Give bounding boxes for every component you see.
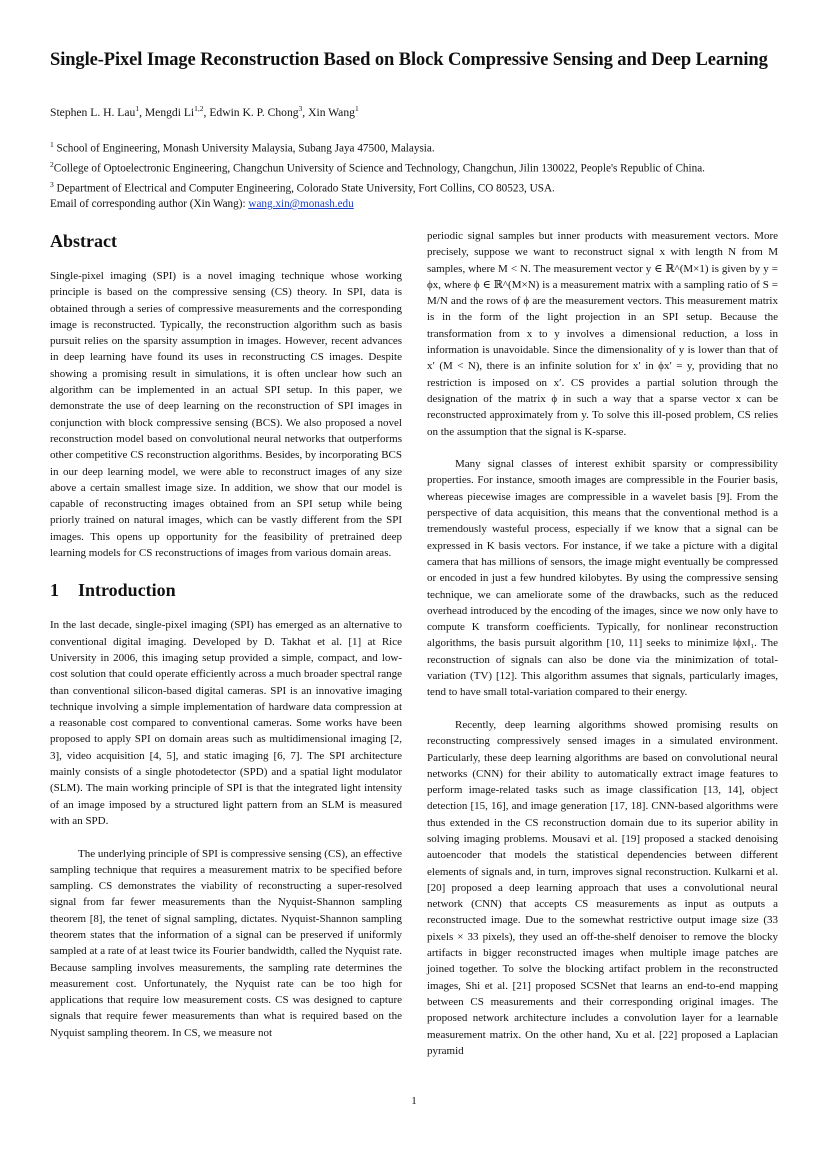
author: Stephen L. H. Lau: [50, 105, 136, 119]
page-number: 1: [411, 1095, 417, 1107]
affiliation-text: School of Engineering, Monash University Malaysia, Subang Jaya 47500, Malaysia.: [56, 142, 435, 155]
affiliation-mark: 3: [50, 180, 54, 190]
intro-paragraph-1: In the last decade, single-pixel imaging (SPI) has emerged as an alternative to conventional digital imaging. Developed by D. Takhat et al. [1] at Rice University in 2006, this imaging setup provided a simple, compact, and low-cost solution that could operate efficiently across a much broader spectral range than conventional silicon-based digital cameras. SPI is an innovative imaging technique involving a simple implementation of hardware data compression at a reasonable cost compared to conventional cameras. Some works have been proposed to apply SPI on domain areas such as multidimensional imaging [2, 3], video acquisition [4, 5], and static imaging [6, 7]. The SPI architecture mainly consists of a single photodetector (SPD) and a spatial light modulator (SLM). The main working principle of SPI is that the integrated light intensity of an image imposed by a structured light pattern from an SLM is measured with an SPD.: [50, 619, 402, 827]
section-title: Introduction: [78, 580, 176, 601]
author-list: Stephen L. H. Lau$^1$, Mengdi Li$^{1,2}$, Edwin K. P. Chong$^3$, Xin Wang$^1$: [50, 104, 359, 119]
affiliation-text: College of Optoelectronic Engineering, Changchun University of Science and Technology, Changchun, Jilin 130022, People's Republic of China.: [53, 162, 705, 175]
section-number: 1: [50, 580, 59, 601]
affiliation-mark: 2: [50, 160, 54, 170]
body-paragraph-2: Many signal classes of interest exhibit sparsity or compressibility properties. For instance, smooth images are compressible in the Fourier basis, whereas piecewise images are compressible in a wavelet basis [9]. From the perspective of data acquisition, this means that the conventional method is a tremendously wasteful process, especially if we know that a signal can be expressed in K basis vectors. For instance, if we take a picture with a digital camera that has millions of sensors, the image might eventually be compressed or encoded in just a few hundred kilobytes. By using the compressive sensing technique, we can ameliorate some of the drawbacks, such as the reduced overhead introduced by the encoding of the images, since we now only have to compute K transform coefficients. Typically, for nonlinear reconstruction algorithms, the basis pursuit algorithm [10, 11] seeks to minimize ‖ϕx‖₁. The reconstruction of signals can also be done via the minimization of total-variation (TV) [12]. This algorithm assumes that signals, particularly images, tend to have small total-variation compared to their energy.: [427, 458, 778, 699]
left-column: [50, 230, 402, 1041]
affiliation-mark: 1: [50, 140, 54, 149]
affiliation-list: [50, 137, 705, 197]
abstract-text: Single-pixel imaging (SPI) is a novel imaging technique whose working principle is based on the compressive sensing (CS) theory. In SPI, data is obtained through a series of compressive measurements and the corresponding image is reconstructed. Typically, the reconstruction algorithm such as basis pursuit relies on the sparsity assumption in images. However, recent advances in deep learning have found its uses in reconstructing CS images. Despite showing a promising result in simulations, it is often unclear how such an algorithm can be implemented in an actual SPI setup. In this paper, we demonstrate the use of deep learning on the reconstruction of SPI images in conjunction with block compressive sensing (BCS). We also proposed a novel reconstruction model based on convolutional neural networks that outperforms other competitive CS reconstruction algorithms. Besides, by incorporating BCS in our deep learning model, we were able to reconstruct images of any size above a certain smallest image size. In addition, we show that our model is capable of reconstructing images obtained from an SPI setup while being priorly trained on natural images, which can be vastly different from the SPI images. This opens up opportunity for the feasibility of pretrained deep learning models for CS reconstructions of images from various domain areas.: [50, 270, 402, 560]
intro-heading: [50, 579, 402, 601]
author: Xin Wang: [308, 105, 355, 119]
email-link[interactable]: wang.xin@monash.edu: [248, 198, 354, 210]
email-label: Email of corresponding author (Xin Wang):: [50, 198, 249, 210]
affiliation-text: Department of Electrical and Computer Engineering, Colorado State University, Fort Collins, CO 80523, USA.: [56, 183, 555, 196]
body-paragraph-1: periodic signal samples but inner products with measurement vectors. More precisely, suppose we want to reconstruct signal x with length N from M samples, where M < N. The measurement vector y ∈ ℝ^(M×1) is given by y = ϕx, where ϕ ∈ ℝ^(M×N) is a measurement matrix with a sampling ratio of S = M/N and the rows of ϕ are the measurement vectors. This measurement matrix is in the form of the light projection in an SPI setup. Because the transformation from x to y involves a dimensional reduction, a loss in information is unavoidable. Since the dimensionality of y is lower than that of x′ (M < N), there is an infinite solution for x′ in ϕx′ = y, providing that no restriction is imposed on x′. CS provides a partial solution through the designation of the matrix ϕ in such a way that a sparse vector x can be reconstructed approximately from y. To solve this ill-posed problem, CS relies on the assumption that the signal is K-sparse.: [427, 230, 778, 438]
abstract-heading: Abstract: [50, 231, 117, 251]
affiliation: [50, 177, 705, 197]
body-paragraph-3: Recently, deep learning algorithms showed promising results on reconstructing compressively sensed images in a simulated environment. Particularly, these deep learning algorithms are based on convolutional neural networks (CNN) for their ability to automatically extract image features to perform image-related tasks such as image classification [13, 14], object detection [15, 16], and image generation [17, 18]. CNN-based algorithms were thus extended in the CS reconstruction domain due to its superior ability in solving imaging problems. Mousavi et al. [19] proposed a stacked denoising autoencoder that models the statistical dependencies between different elements of signals and, in turn, improves signal reconstruction. Kulkarni et al. [20] proposed a deep learning approach that uses a convolutional neural network (CNN) that accepts CS measurements as input as outputs a reconstructed image. Due to the somewhat restrictive output image size (33 pixels × 33 pixels), they used an off-the-shelf denoiser to remove the blocky artifacts in bigger reconstructed images when multiple image patches are joined together. To solve the blocking artifact problem in the reconstructed images, Shi et al. [21] proposed SCSNet that learns an end-to-end mapping between CS measurements and their corresponding original images. The proposed network architecture includes a convolution layer for a learnable measurement matrix. On the other hand, Xu et al. [22] proposed a Laplacian pyramid: [427, 718, 778, 1057]
author: Edwin K. P. Chong: [209, 105, 299, 119]
affiliation: [50, 137, 705, 157]
author-affil-mark: 1: [135, 104, 140, 113]
author: Mengdi Li: [144, 105, 195, 119]
right-column: [427, 228, 778, 1059]
author-affil-mark: 1,2: [194, 104, 204, 113]
author-affil-mark: 3: [298, 104, 303, 113]
paper-title: Single-Pixel Image Reconstruction Based on Block Compressive Sensing and Deep Learning: [50, 50, 768, 70]
corresponding-email: [50, 198, 354, 210]
affiliation: [50, 157, 705, 177]
intro-paragraph-2: The underlying principle of SPI is compressive sensing (CS), an effective sampling technique that requires a measurement matrix to be specified before sampling. CS demonstrates the viability of reconstructing a super-resolved signal from far fewer measurements than the Nyquist-Shannon sampling theorem [8], the tenet of signal sampling, dictates. Nyquist-Shannon sampling theorem states that the information of a signal can be preserved if uniformly sampled at a rate of at least twice its Fourier bandwidth, called the Nyquist rate. Because sampling involves measurements, the sampling rate determines the measurement cost. Unfortunately, the Nyquist rate can be too high for applications that require low measurement costs. CS was designed to capture signals that require fewer measurements than what is required based on the Nyquist sampling theorem. In CS, we measure not: [50, 847, 402, 1039]
author-affil-mark: 1: [354, 104, 359, 113]
